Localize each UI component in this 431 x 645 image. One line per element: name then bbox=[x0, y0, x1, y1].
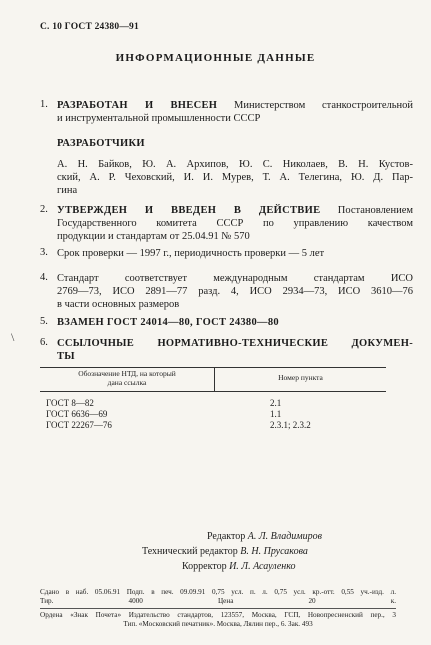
corrector-line bbox=[182, 561, 296, 572]
section-1-text bbox=[57, 99, 413, 125]
section-4-line-3: в части основных размеров bbox=[57, 299, 180, 310]
developers-line-1: А. Н. Байков, Ю. А. Архипов, Ю. С. Николаев, В. Н. Кустов- bbox=[57, 159, 413, 170]
publisher-line-1: Ордена «Знак Почета» Издательство стандартов, 123557, Москва, ГСП, Новопресненский пер., 3 bbox=[40, 611, 396, 619]
section-6-number: 6. bbox=[40, 337, 48, 348]
developed-label: РАЗРАБОТАН И ВНЕСЕН bbox=[57, 100, 218, 111]
table-header-doc-line-1: Обозначение НТД, на который bbox=[78, 369, 176, 378]
table-row-3-doc: ГОСТ 22267—76 bbox=[46, 420, 112, 430]
table-row-1-doc: ГОСТ 8—82 bbox=[46, 398, 94, 408]
imprint-block bbox=[40, 588, 396, 606]
table-row-2-item: 1.1 bbox=[270, 409, 282, 419]
imprint-line-2: Тир. 4000 Цена 20 к. bbox=[40, 597, 396, 605]
section-5-line-1: ВЗАМЕН ГОСТ 24014—80, ГОСТ 24380—80 bbox=[57, 317, 279, 328]
section-5-number: 5. bbox=[40, 316, 48, 327]
section-4-number: 4. bbox=[40, 272, 48, 283]
developers-list bbox=[57, 158, 413, 197]
imprint-line-1: Сдано в наб. 05.06.91 Подп. в печ. 09.09.91 0,75 усл. п. л. 0,75 усл. кр.-отт. 0,55 уч.-изд. л. bbox=[40, 588, 396, 596]
table-row-1-item: 2.1 bbox=[270, 398, 282, 408]
page-header: С. 10 ГОСТ 24380—91 bbox=[40, 22, 139, 32]
section-2-text bbox=[57, 204, 413, 243]
editor-line bbox=[207, 531, 322, 542]
editor-role: Редактор bbox=[207, 531, 246, 542]
section-3-line-1: Срок проверки — 1997 г., периодичность проверки — 5 лет bbox=[57, 248, 325, 259]
approved-label: УТВЕРЖДЕН И ВВЕДЕН В ДЕЙСТВИЕ bbox=[57, 205, 321, 216]
page-title: ИНФОРМАЦИОННЫЕ ДАННЫЕ bbox=[115, 52, 316, 64]
section-4-text bbox=[57, 272, 413, 311]
section-1-line-1 bbox=[57, 99, 413, 112]
section-2-line-1 bbox=[57, 204, 413, 217]
section-4-line-2: 2769—73, ИСО 2891—77 разд. 4, ИСО 2934—73, ИСО 3610—76 bbox=[57, 286, 413, 297]
table-header-doc-line-2: дана ссылка bbox=[107, 378, 147, 387]
section-2-line-2: Государственного комитета СССР по управлению качеством bbox=[57, 218, 413, 229]
table-row-2-doc: ГОСТ 6636—69 bbox=[46, 409, 108, 419]
section-2-number: 2. bbox=[40, 204, 48, 215]
developers-heading: РАЗРАБОТЧИКИ bbox=[57, 138, 145, 149]
developers-line-3: гина bbox=[57, 185, 78, 196]
editor-name: А. Л. Владимиров bbox=[247, 531, 322, 542]
section-4-line-1: Стандарт соответствует международным стандартам ИСО bbox=[57, 273, 413, 284]
margin-mark: \ bbox=[11, 330, 15, 344]
section-6-text bbox=[57, 337, 413, 363]
developers-line-2: ский, А. Р. Чеховский, И. И. Мурев, Т. А. Телегина, Ю. Д. Пар- bbox=[57, 172, 413, 183]
table-header-rule bbox=[40, 391, 386, 392]
section-3-number: 3. bbox=[40, 247, 48, 258]
table-row-3-item: 2.3.1; 2.3.2 bbox=[270, 420, 311, 430]
section-2-line-3: продукции и стандартам от 25.04.91 № 570 bbox=[57, 231, 250, 242]
publisher-line-2: Тип. «Московский печатник». Москва, Лялин пер., 6. Зак. 493 bbox=[123, 620, 313, 628]
approved-by: Постановлением bbox=[337, 205, 414, 216]
section-6-line-2: ТЫ bbox=[57, 351, 75, 362]
corrector-role: Корректор bbox=[182, 561, 227, 572]
section-1-number: 1. bbox=[40, 99, 48, 110]
table-header-doc bbox=[40, 369, 214, 387]
table-header-item: Номер пункта bbox=[278, 373, 323, 382]
imprint-separator bbox=[40, 608, 396, 609]
tech-editor-name: В. Н. Прусакова bbox=[240, 546, 308, 557]
corrector-name: И. Л. Асауленко bbox=[229, 561, 296, 572]
table-top-rule bbox=[40, 367, 386, 368]
tech-editor-line bbox=[142, 546, 308, 557]
publisher-block bbox=[40, 611, 396, 629]
section-5-text bbox=[57, 316, 413, 329]
tech-editor-role: Технический редактор bbox=[142, 546, 238, 557]
section-6-line-1: ССЫЛОЧНЫЕ НОРМАТИВНО-ТЕХНИЧЕСКИЕ ДОКУМЕН- bbox=[57, 338, 413, 349]
section-1-line-2: и инструментальной промышленности СССР bbox=[57, 113, 261, 124]
section-3-text bbox=[57, 247, 413, 260]
developed-by: Министерством станкостроительной bbox=[234, 100, 414, 111]
